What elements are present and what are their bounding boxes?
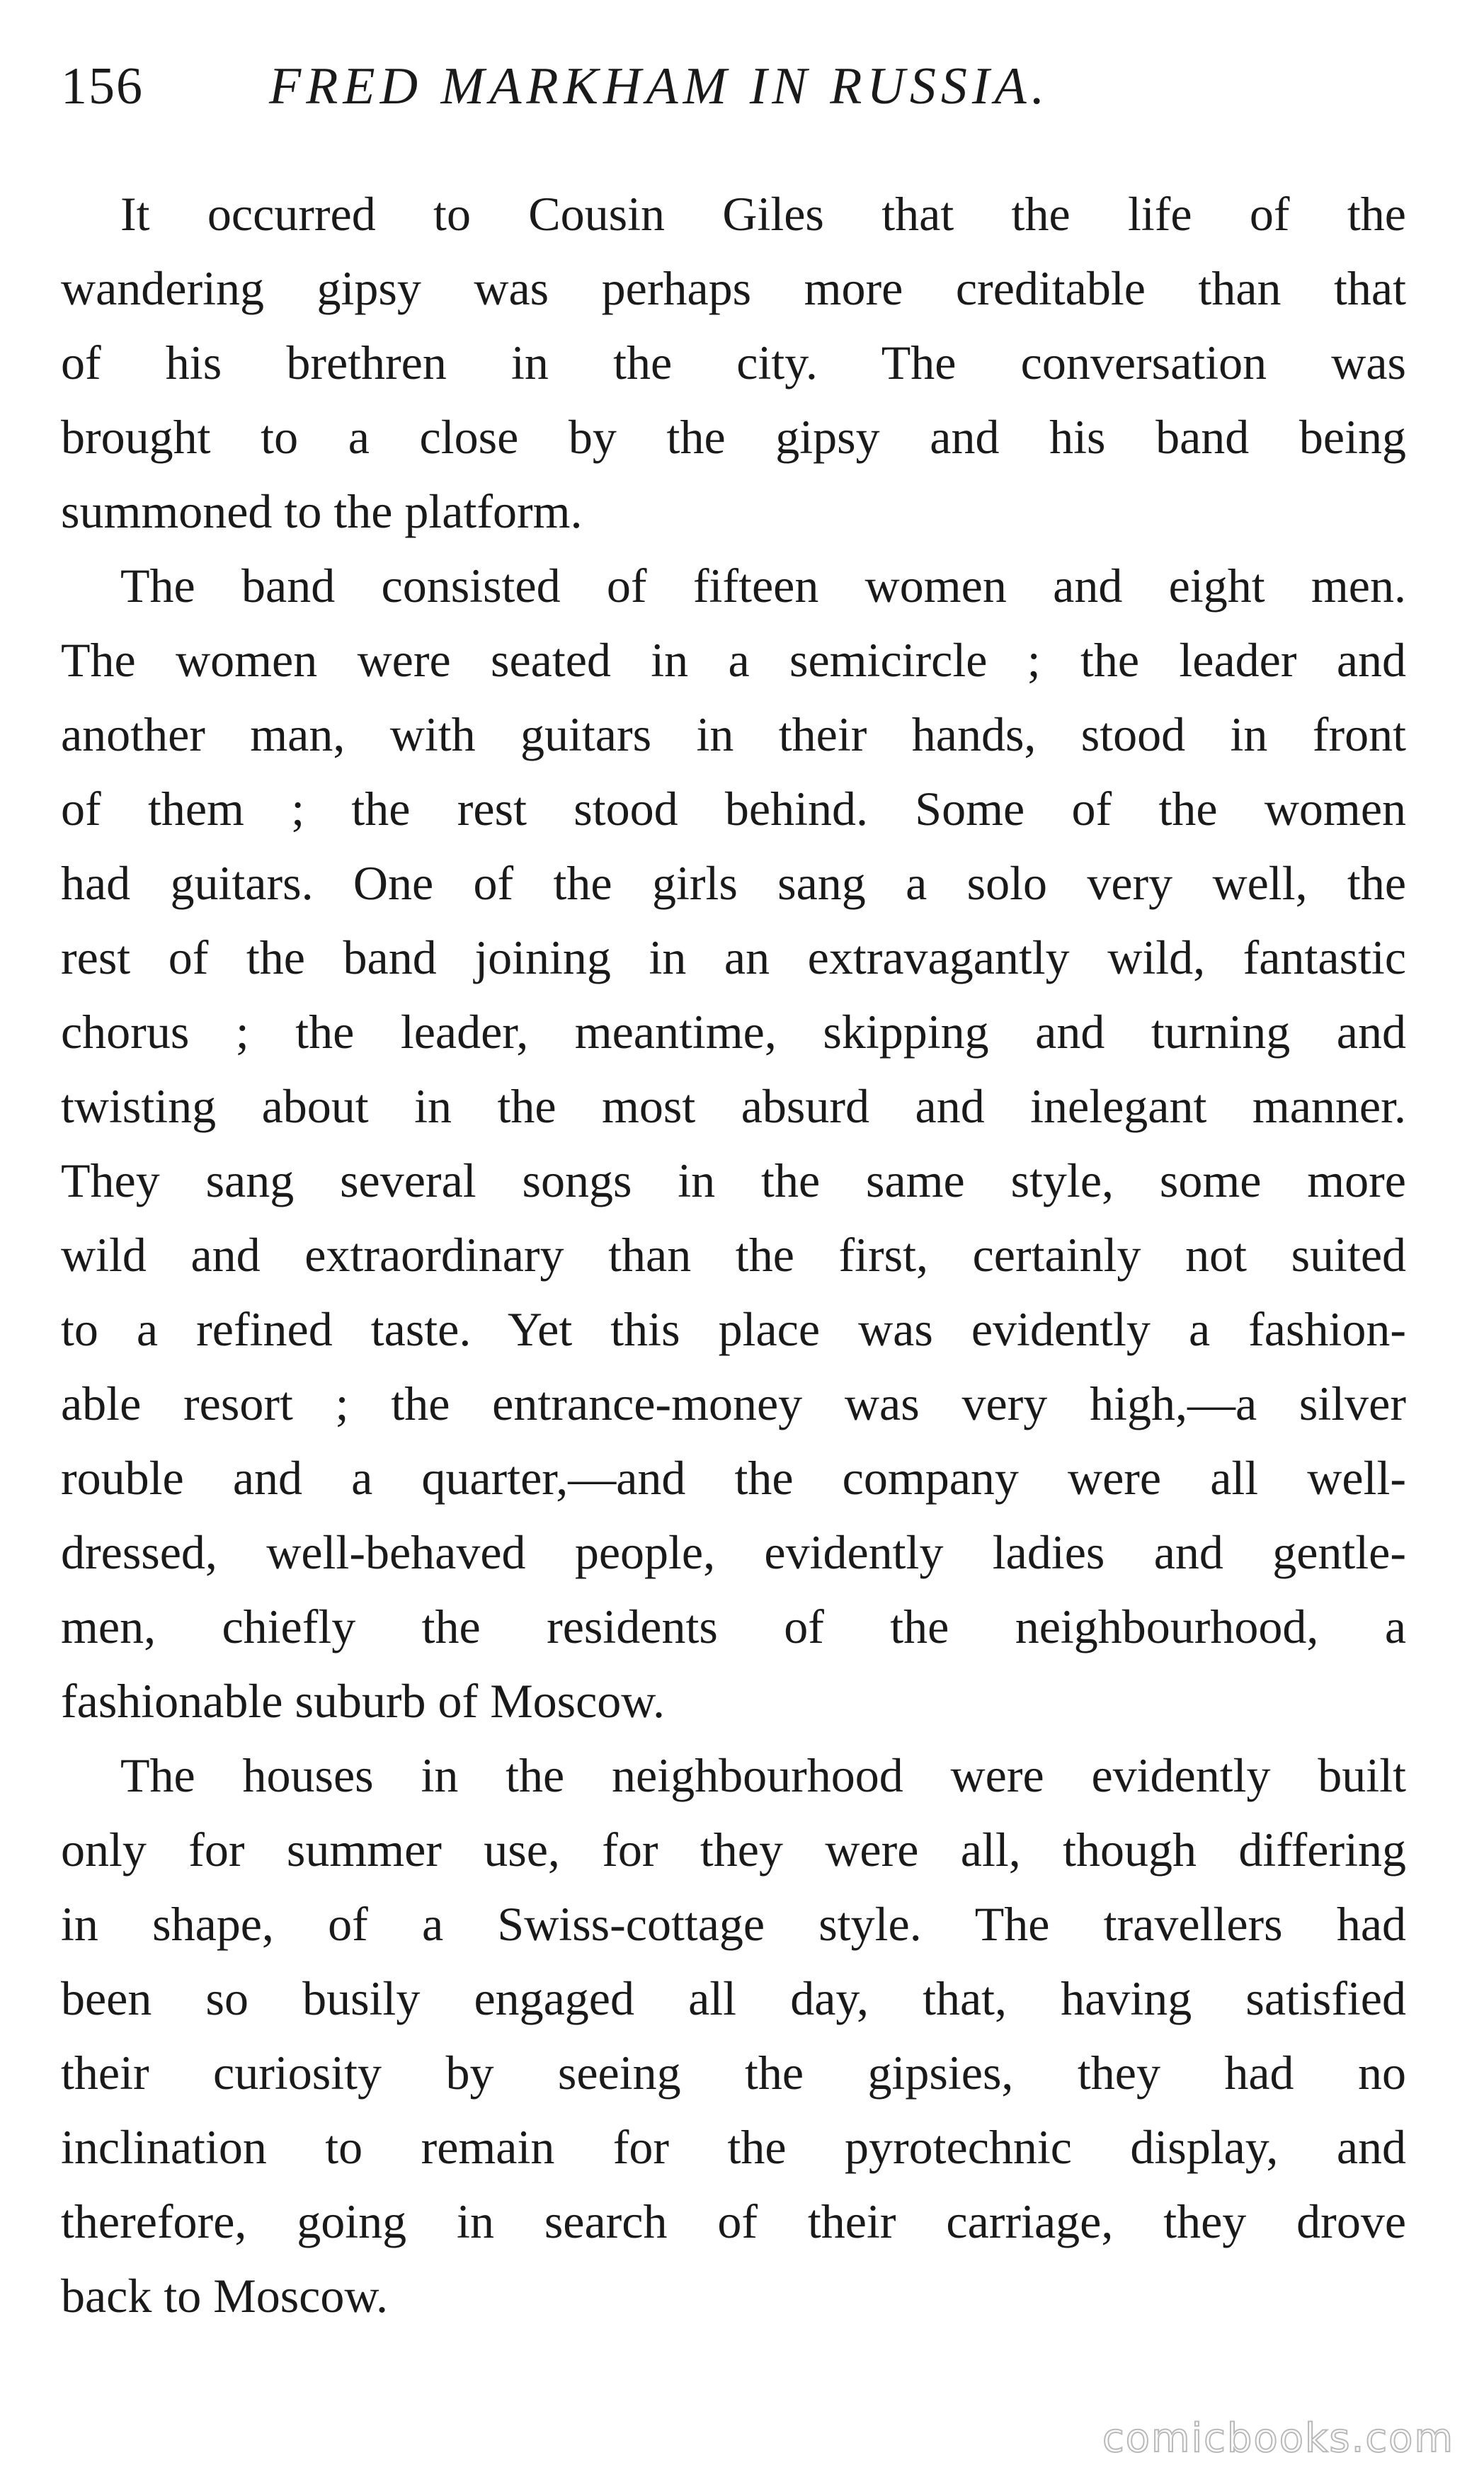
text-line: chorus ; the leader, meantime, skipping and turning and — [61, 1005, 1406, 1059]
body-text — [61, 177, 1406, 2333]
text-line: men, chiefly the residents of the neighbourhood, a — [61, 1600, 1406, 1653]
text-line: wandering gipsy was perhaps more creditable than that — [61, 261, 1406, 315]
text-line: therefore, going in search of their carriage, they drove — [61, 2194, 1406, 2248]
text-line: in shape, of a Swiss-cottage style. The travellers had — [61, 1897, 1406, 1951]
text-line: fashionable suburb of Moscow. — [61, 1674, 665, 1728]
text-line: They sang several songs in the same style, some more — [61, 1154, 1406, 1207]
page-number: 156 — [61, 57, 144, 115]
text-line: dressed, well-behaved people, evidently ladies and gentle- — [61, 1525, 1406, 1579]
text-line: to a refined taste. Yet this place was evidently a fashion- — [61, 1302, 1406, 1356]
text-line: their curiosity by seeing the gipsies, they had no — [61, 2046, 1406, 2100]
text-line: only for summer use, for they were all, though differing — [61, 1823, 1406, 1877]
text-line: had guitars. One of the girls sang a solo very well, the — [61, 856, 1406, 910]
text-line: brought to a close by the gipsy and his band being — [61, 410, 1406, 464]
text-line: able resort ; the entrance-money was very high,—a silver — [61, 1377, 1406, 1430]
watermark: comicbooks.com — [1102, 2415, 1454, 2461]
text-line: inclination to remain for the pyrotechnic display, and — [61, 2120, 1406, 2174]
text-line: wild and extraordinary than the first, certainly not suited — [61, 1228, 1406, 1282]
text-line: summoned to the platform. — [61, 484, 583, 538]
text-line: back to Moscow. — [61, 2269, 389, 2323]
text-line: rouble and a quarter,—and the company were all well- — [61, 1451, 1406, 1505]
page-header — [0, 57, 1484, 135]
text-line: The women were seated in a semicircle ; the leader and — [61, 633, 1406, 687]
text-line: It occurred to Cousin Giles that the life of the — [120, 187, 1406, 241]
text-line: been so busily engaged all day, that, having satisfied — [61, 1971, 1406, 2025]
text-line: another man, with guitars in their hands, stood in front — [61, 707, 1406, 761]
text-line: of them ; the rest stood behind. Some of the women — [61, 782, 1406, 836]
text-line: of his brethren in the city. The conversation was — [61, 336, 1406, 389]
text-line: twisting about in the most absurd and inelegant manner. — [61, 1079, 1406, 1133]
running-title: FRED MARKHAM IN RUSSIA. — [269, 57, 1050, 115]
text-line: The houses in the neighbourhood were evidently built — [120, 1748, 1406, 1802]
text-line: rest of the band joining in an extravagantly wild, fantastic — [61, 930, 1406, 984]
text-line: The band consisted of fifteen women and eight men. — [120, 559, 1406, 613]
